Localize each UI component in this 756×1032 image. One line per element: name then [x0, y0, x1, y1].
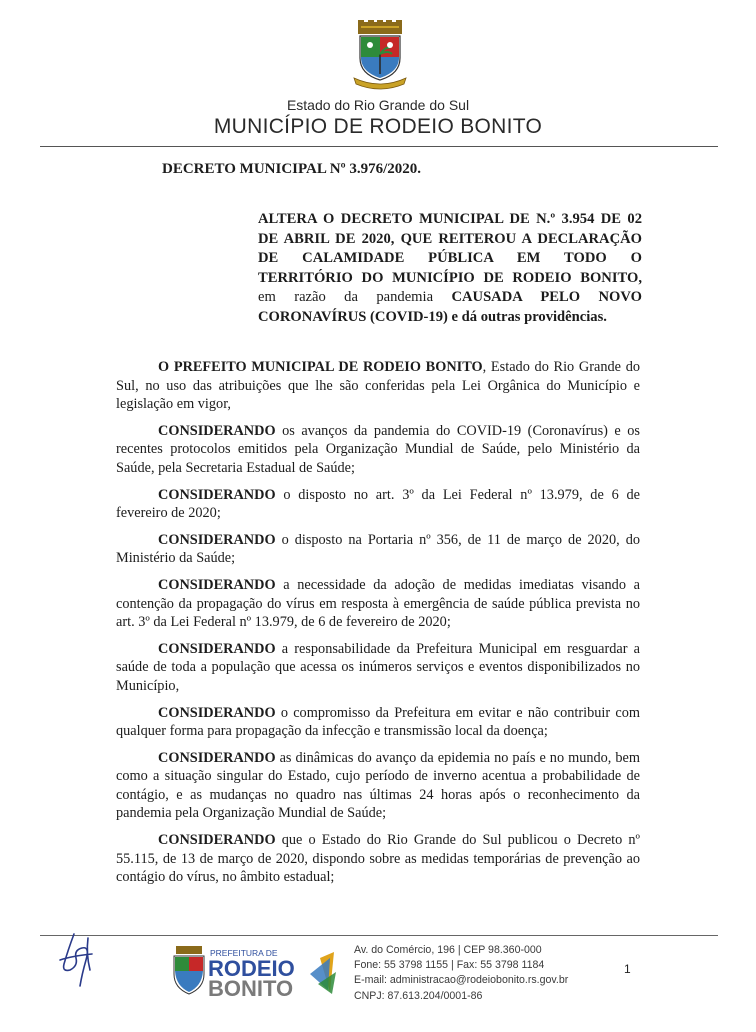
whereas-paragraph	[116, 422, 640, 478]
whereas-keyword: CONSIDERANDO	[158, 576, 276, 593]
whereas-text: o disposto na Portaria nº 356, de 11 de março de 2020, do Ministério da Saúde;	[116, 531, 640, 567]
footer-divider	[40, 935, 718, 936]
page-number: 1	[624, 962, 631, 976]
whereas-keyword: CONSIDERANDO	[158, 422, 276, 439]
summary-text-normal: em razão da pandemia	[258, 289, 434, 305]
decree-body	[116, 358, 640, 895]
email-line[interactable]: E-mail: administracao@rodeiobonito.rs.gov.br	[354, 974, 569, 987]
phone-line: Fone: 55 3798 1155 | Fax: 55 3798 1184	[354, 959, 545, 972]
whereas-text: a responsabilidade da Prefeitura Municipal em resguardar a saúde de toda a população que acessa os inúmeros serviços e eventos disponibilizados no Município,	[116, 640, 640, 694]
preamble-text: , Estado do Rio Grande do Sul, no uso das atribuições que lhe são conferidas pela Lei Orgânica do Município e legislação em vigor,	[116, 359, 641, 413]
whereas-text: o disposto no art. 3º da Lei Federal nº 13.979, de 6 de fevereiro de 2020;	[116, 486, 640, 522]
address-line: Av. do Comércio, 196 | CEP 98.360-000	[354, 944, 542, 956]
whereas-keyword: CONSIDERANDO	[158, 531, 276, 548]
cnpj-line: CNPJ: 87.613.204/0001-86	[354, 989, 483, 1002]
whereas-keyword: CONSIDERANDO	[158, 749, 276, 766]
whereas-paragraph	[116, 531, 640, 568]
summary-line	[258, 288, 642, 308]
municipal-crest-icon	[352, 18, 408, 90]
logo-line-2: RODEIO	[208, 956, 295, 981]
whereas-paragraph	[116, 486, 640, 523]
prefeitura-logo-icon	[170, 944, 340, 998]
whereas-text: a necessidade da adoção de medidas imediatas visando a contenção da propagação do vírus em resposta à emergência de saúde pública prevista no art. 3º da Lei Federal nº 13.979, de 6 de fevereiro de 2020;	[116, 576, 640, 631]
whereas-text: que o Estado do Rio Grande do Sul publicou o Decreto nº 55.115, de 13 de março de 2020, dispondo sobre as medidas temporárias de prevenção ao contágio do vírus, no âmbito estadual;	[116, 832, 640, 886]
summary-line: DE ABRIL DE 2020, QUE REITEROU A DECLARAÇÃO	[258, 230, 642, 247]
summary-text-bold: CAUSADA PELO NOVO	[451, 289, 642, 305]
whereas-keyword: CONSIDERANDO	[158, 832, 276, 849]
whereas-keyword: CONSIDERANDO	[158, 640, 276, 657]
mayor-title: O PREFEITO MUNICIPAL DE RODEIO BONITO	[158, 359, 483, 375]
whereas-paragraph	[116, 831, 640, 887]
whereas-keyword: CONSIDERANDO	[158, 486, 276, 503]
summary-line: DE CALAMIDADE PÚBLICA EM TODO O	[258, 250, 642, 266]
logo-line-3: BONITO	[208, 976, 294, 998]
signature-icon	[52, 930, 102, 990]
whereas-paragraph	[116, 576, 640, 632]
municipality-title: MUNICÍPIO DE RODEIO BONITO	[213, 115, 543, 138]
whereas-text: o compromisso da Prefeitura em evitar e não contribuir com qualquer forma para propagação da infecção e transmissão local da doença;	[116, 704, 640, 740]
state-name: Estado do Rio Grande do Sul	[286, 97, 470, 113]
summary-line: CORONAVÍRUS (COVID-19) e dá outras providências.	[258, 308, 607, 325]
contact-block	[354, 943, 568, 1004]
whereas-text: os avanços da pandemia do COVID-19 (Coronavírus) e os recentes protocolos emitidos pela Organização Mundial de Saúde, pelo Ministério da Saúde, pela Secretaria Estadual de Saúde;	[116, 422, 640, 476]
whereas-keyword: CONSIDERANDO	[158, 704, 276, 721]
summary-line: TERRITÓRIO DO MUNICÍPIO DE RODEIO BONITO,	[258, 269, 642, 286]
whereas-text: as dinâmicas do avanço da epidemia no país e no mundo, bem como a situação singular do Estado, cujo período de inverno acentua a probabilidade de contágio, e as mudanças no quadro nas últimas 24 horas após o reconhecimento da pandemia pela Organização Mundial de Saúde;	[116, 749, 640, 822]
whereas-paragraph	[116, 749, 640, 823]
whereas-paragraph	[116, 640, 640, 696]
decree-summary	[258, 210, 642, 327]
header-divider	[40, 146, 718, 147]
summary-line: ALTERA O DECRETO MUNICIPAL DE N.º 3.954 DE 02	[258, 211, 642, 227]
logo-line-1: PREFEITURA DE	[210, 948, 278, 958]
whereas-paragraph	[116, 704, 640, 741]
decree-number: DECRETO MUNICIPAL Nº 3.976/2020.	[162, 161, 421, 177]
preamble-paragraph	[116, 358, 640, 414]
